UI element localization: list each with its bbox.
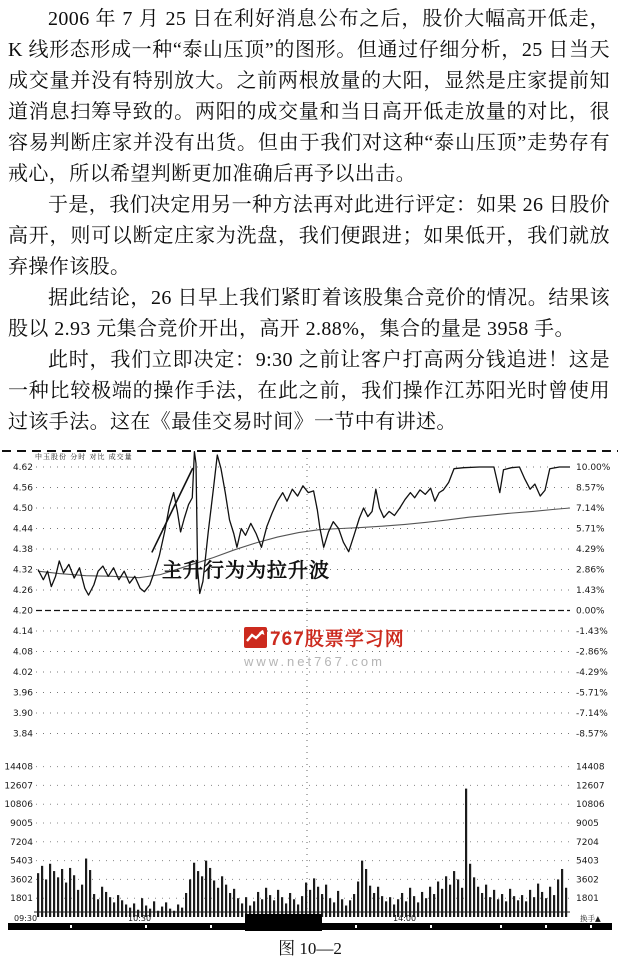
volume-bar [333,902,335,917]
volume-bar [365,869,367,917]
price-axis-label: 4.08 [12,647,33,658]
percent-axis-label: 0.00% [576,606,605,617]
volume-bar [345,906,347,917]
paragraph-1: 2006 年 7 月 25 日在利好消息公布之后，股价大幅高开低走，K 线形态形成一种“泰山压顶”的图形。但通过仔细分析，25 日当天成交量并没有特别放大。之前两根放量的大阳，显然是庄家提前知道消息扫筹导致的。两阳的成交量和当日高开低走放量的对比，很容易判断庄家并没有出货。但由于我们对这种“泰山压顶”走势存有戒心，所以希望判断更加准确后再予以出击。 [8,8,610,185]
percent-axis-label: -4.29% [576,668,608,678]
volume-bar [445,876,447,917]
volume-bar [421,892,423,917]
volume-bar [85,859,87,917]
volume-bar [221,876,223,917]
volume-pane-corner-label: 换手▲ [580,914,601,923]
time-axis-label: 14:00 [393,914,417,923]
volume-bar [473,877,475,917]
volume-bar [369,886,371,917]
chart-line-icon [244,627,267,648]
volume-bar [89,870,91,917]
price-axis-label: 3.90 [12,709,33,719]
price-axis-label: 4.50 [12,504,33,514]
price-axis-label: 4.56 [12,483,33,494]
volume-bar [353,894,355,917]
volume-bar [429,887,431,917]
volume-bar [37,873,39,917]
percent-axis-label: 5.71% [576,524,605,535]
volume-bar [185,893,187,917]
percent-axis-label: -2.86% [576,647,608,658]
price-axis-label: 4.14 [12,627,33,637]
volume-bar [113,902,115,917]
volume-bar [217,888,219,917]
volume-bar [341,899,343,917]
paragraph-3: 据此结论，26 日早上我们紧盯着该股集合竞价的情况。结果该股以 2.93 元集合竞价开出，高开 2.88%，集合的量是 3958 手。 [8,287,610,340]
volume-bar [337,891,339,917]
intraday-chart-figure [0,448,620,934]
volume-bar [357,882,359,917]
volume-bar [505,901,507,917]
scrollbar-notch [355,925,357,928]
volume-bar [205,861,207,917]
scrollbar-notch [430,925,432,928]
volume-bar [109,897,111,917]
volume-axis-label-right: 3602 [576,875,599,886]
paragraph-4: 此时，我们立即决定：9:30 之前让客户打高两分钱追进！这是一种比较极端的操作手法，在此之前，我们操作江苏阳光时曾使用过该手法。这在《最佳交易时间》一节中有讲述。 [8,349,610,433]
chart-header-title: 中玉股份 分时 对比 成交量 [35,453,133,461]
price-axis-label: 4.62 [12,463,33,473]
volume-axis-label-left: 12607 [4,781,33,792]
volume-bars [37,789,567,917]
volume-bar [169,909,171,917]
volume-bar [213,880,215,917]
volume-bar [513,896,515,917]
volume-bar [165,902,167,917]
watermark [244,624,405,669]
volume-bar [489,897,491,917]
volume-bar [313,878,315,917]
volume-bar [449,885,451,917]
volume-bar [317,887,319,917]
volume-bar [241,903,243,917]
scrollbar-notch [70,925,72,928]
percent-axis-label: -5.71% [576,688,608,699]
volume-axis-label-left: 5403 [10,856,33,867]
article-text [8,4,610,438]
chart-canvas [0,448,620,934]
volume-bar [45,879,47,917]
volume-bar [189,879,191,917]
volume-bar [497,899,499,917]
volume-bar [453,871,455,917]
volume-bar [377,887,379,917]
volume-bar [117,895,119,917]
volume-bar [517,900,519,917]
volume-bar [61,869,63,917]
volume-bar [501,894,503,917]
volume-bar [553,895,555,917]
volume-bar [161,907,163,917]
volume-bar [557,879,559,917]
volume-bar [493,890,495,917]
volume-axis-label-left: 3602 [10,875,33,886]
volume-bar [373,893,375,917]
volume-bar [521,895,523,917]
percent-axis-label: 10.00% [576,463,611,473]
volume-bar [193,863,195,917]
volume-bar [325,885,327,917]
volume-bar [81,885,83,917]
price-axis-label: 4.32 [12,565,33,576]
volume-bar [417,902,419,917]
price-axis-label: 4.02 [12,668,33,678]
price-axis-label: 4.20 [12,606,33,617]
price-axis-label: 4.44 [12,524,33,535]
volume-axis-label-right: 5403 [576,856,599,867]
volume-bar [97,899,99,917]
volume-bar [549,887,551,917]
volume-bar [481,893,483,917]
volume-bar [265,888,267,917]
volume-bar [269,895,271,917]
volume-bar [457,879,459,917]
volume-axis-label-left: 10806 [4,800,33,811]
volume-bar [181,908,183,917]
volume-bar [57,877,59,917]
volume-bar [93,894,95,917]
volume-axis-label-right: 14408 [576,762,605,773]
percent-axis-label: 1.43% [576,586,605,596]
volume-axis-label-left: 14408 [4,762,33,773]
volume-bar [561,869,563,917]
price-axis-label: 3.84 [12,729,33,740]
volume-bar [153,901,155,917]
percent-axis-label: -7.14% [576,709,608,719]
scrollbar-notch [500,925,502,928]
volume-bar [201,876,203,917]
volume-bar [277,890,279,917]
percent-axis-label: 7.14% [576,504,605,514]
volume-bar [361,861,363,917]
volume-bar [465,789,467,917]
volume-bar [289,893,291,917]
percent-axis-label: -8.57% [576,729,608,740]
volume-bar [441,889,443,917]
volume-axis-label-right: 10806 [576,800,605,811]
volume-axis-label-right: 1801 [576,894,599,905]
volume-bar [125,904,127,917]
volume-bar [65,883,67,917]
volume-bar [565,888,567,917]
volume-bar [301,896,303,917]
watermark-site-name: 767股票学习网 [270,629,405,650]
volume-bar [385,901,387,917]
volume-bar [537,884,539,917]
time-axis-label: 09:30 [14,914,38,923]
volume-bar [541,892,543,917]
volume-bar [469,864,471,917]
volume-bar [409,888,411,917]
volume-bar [105,892,107,917]
volume-bar [69,868,71,917]
volume-axis-label-right: 12607 [576,781,605,792]
scrollbar-notch [210,925,212,928]
volume-bar [321,894,323,917]
volume-bar [209,868,211,917]
scrollbar-notch [545,925,547,928]
volume-bar [437,882,439,917]
volume-bar [73,875,75,917]
volume-bar [329,898,331,917]
lunch-break-block [245,914,322,931]
volume-bar [381,896,383,917]
percent-axis-label: 2.86% [576,565,605,576]
percent-axis-label: -1.43% [576,627,608,637]
price-axis-label: 4.26 [12,586,33,596]
volume-bar [233,889,235,917]
volume-bar [477,887,479,917]
volume-bar [461,888,463,917]
chart-annotation-text: 主升行为为拉升波 [162,560,330,582]
time-axis-label: 10:30 [128,914,152,923]
volume-bar [485,885,487,917]
watermark-url: www.net767.com [244,654,385,669]
price-axis-label: 4.38 [12,545,33,555]
volume-bar [533,897,535,917]
volume-bar [433,894,435,917]
volume-bar [177,904,179,917]
volume-axis-label-right: 7204 [576,837,599,848]
volume-bar [257,892,259,917]
volume-bar [53,871,55,917]
percent-axis-label: 4.29% [576,545,605,555]
volume-bar [309,890,311,917]
volume-bar [529,890,531,917]
volume-bar [525,901,527,917]
volume-bar [545,898,547,917]
figure-caption: 图 10—2 [278,939,342,956]
volume-axis-label-right: 9005 [576,819,599,829]
volume-bar [121,900,123,917]
volume-bar [49,864,51,917]
volume-bar [509,889,511,917]
paragraph-2: 于是，我们决定用另一种方法再对此进行评定：如果 26 日股价高开，则可以断定庄家为洗盘，我们便跟进；如果低开，我们就放弃操作该股。 [8,194,610,278]
volume-bar [389,897,391,917]
volume-bar [225,885,227,917]
volume-bar [425,898,427,917]
volume-bar [173,911,175,917]
volume-axis-label-left: 9005 [10,819,33,829]
scrollbar-notch [145,925,147,928]
volume-bar [157,911,159,917]
price-axis-label: 3.96 [12,688,33,699]
volume-bar [101,887,103,917]
percent-axis-label: 8.57% [576,483,605,494]
scrollbar-notch [590,925,592,928]
volume-bar [229,893,231,917]
volume-bar [77,890,79,917]
volume-axis-label-left: 1801 [10,894,33,905]
volume-axis-label-left: 7204 [10,837,33,848]
volume-bar [197,871,199,917]
volume-bar [41,866,43,917]
volume-bar [349,900,351,917]
volume-bar [237,898,239,917]
volume-bar [305,883,307,917]
